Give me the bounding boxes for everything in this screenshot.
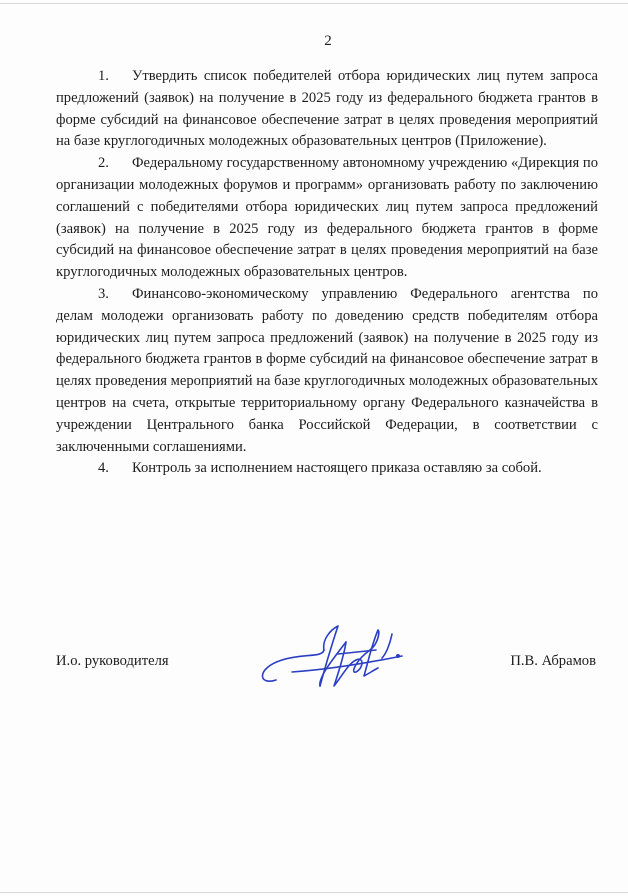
paragraph-number: 1. bbox=[98, 68, 109, 84]
page-number: 2 bbox=[324, 33, 332, 49]
paragraph-text: Контроль за исполнением настоящего приказа оставляю за собой. bbox=[132, 460, 542, 477]
bottom-edge-line bbox=[0, 892, 628, 893]
signatory-name: П.В. Абрамов bbox=[510, 653, 596, 669]
paragraph-3 bbox=[56, 284, 598, 458]
paragraph-2 bbox=[56, 153, 598, 284]
signature-strokes bbox=[262, 626, 402, 686]
document-body bbox=[56, 66, 598, 480]
paragraph-text: Финансово-экономическому управлению Федерального агентства по делам молодежи организовать работу по доведению средств победителям отбора юридических лиц путем запроса предложений (заявок) на получение в 2025 году из федерального бюджета грантов в форме субсидий на финансовое обеспечение затрат в целях проведения мероприятий на базе круглогодичных молодежных образовательных центров на счета, открытые территориальному органу Федерального казначейства в учреждении Центрального банка Российской Федерации, в соответствии с заключенными соглашениями. bbox=[56, 285, 598, 455]
paragraph-text: Утвердить список победителей отбора юридических лиц путем запроса предложений (заявок) на получение в 2025 году из федерального бюджета грантов в форме субсидий на финансовое обеспечение затрат в целях проведения мероприятий на базе круглогодичных молодежных образовательных центров (Приложение). bbox=[56, 68, 598, 150]
paragraph-1 bbox=[56, 66, 598, 153]
paragraph-text: Федеральному государственному автономному учреждению «Дирекция по организации молодежных форумов и программ» организовать работу по заключению соглашений с победителями отбора юридических лиц путем запроса предложений (заявок) на получение в 2025 году из федерального бюджета грантов в форме субсидий на финансовое обеспечение затрат в целях проведения мероприятий на базе круглогодичных молодежных образовательных центров. bbox=[56, 155, 598, 281]
paragraph-number: 3. bbox=[98, 285, 109, 302]
handwritten-signature bbox=[252, 620, 422, 700]
top-edge-line bbox=[0, 3, 628, 4]
signatory-position: И.о. руководителя bbox=[56, 653, 169, 669]
paragraph-number: 2. bbox=[98, 155, 109, 172]
signature-block bbox=[0, 620, 628, 700]
paragraph-number: 4. bbox=[98, 460, 109, 477]
paragraph-4 bbox=[56, 458, 598, 480]
